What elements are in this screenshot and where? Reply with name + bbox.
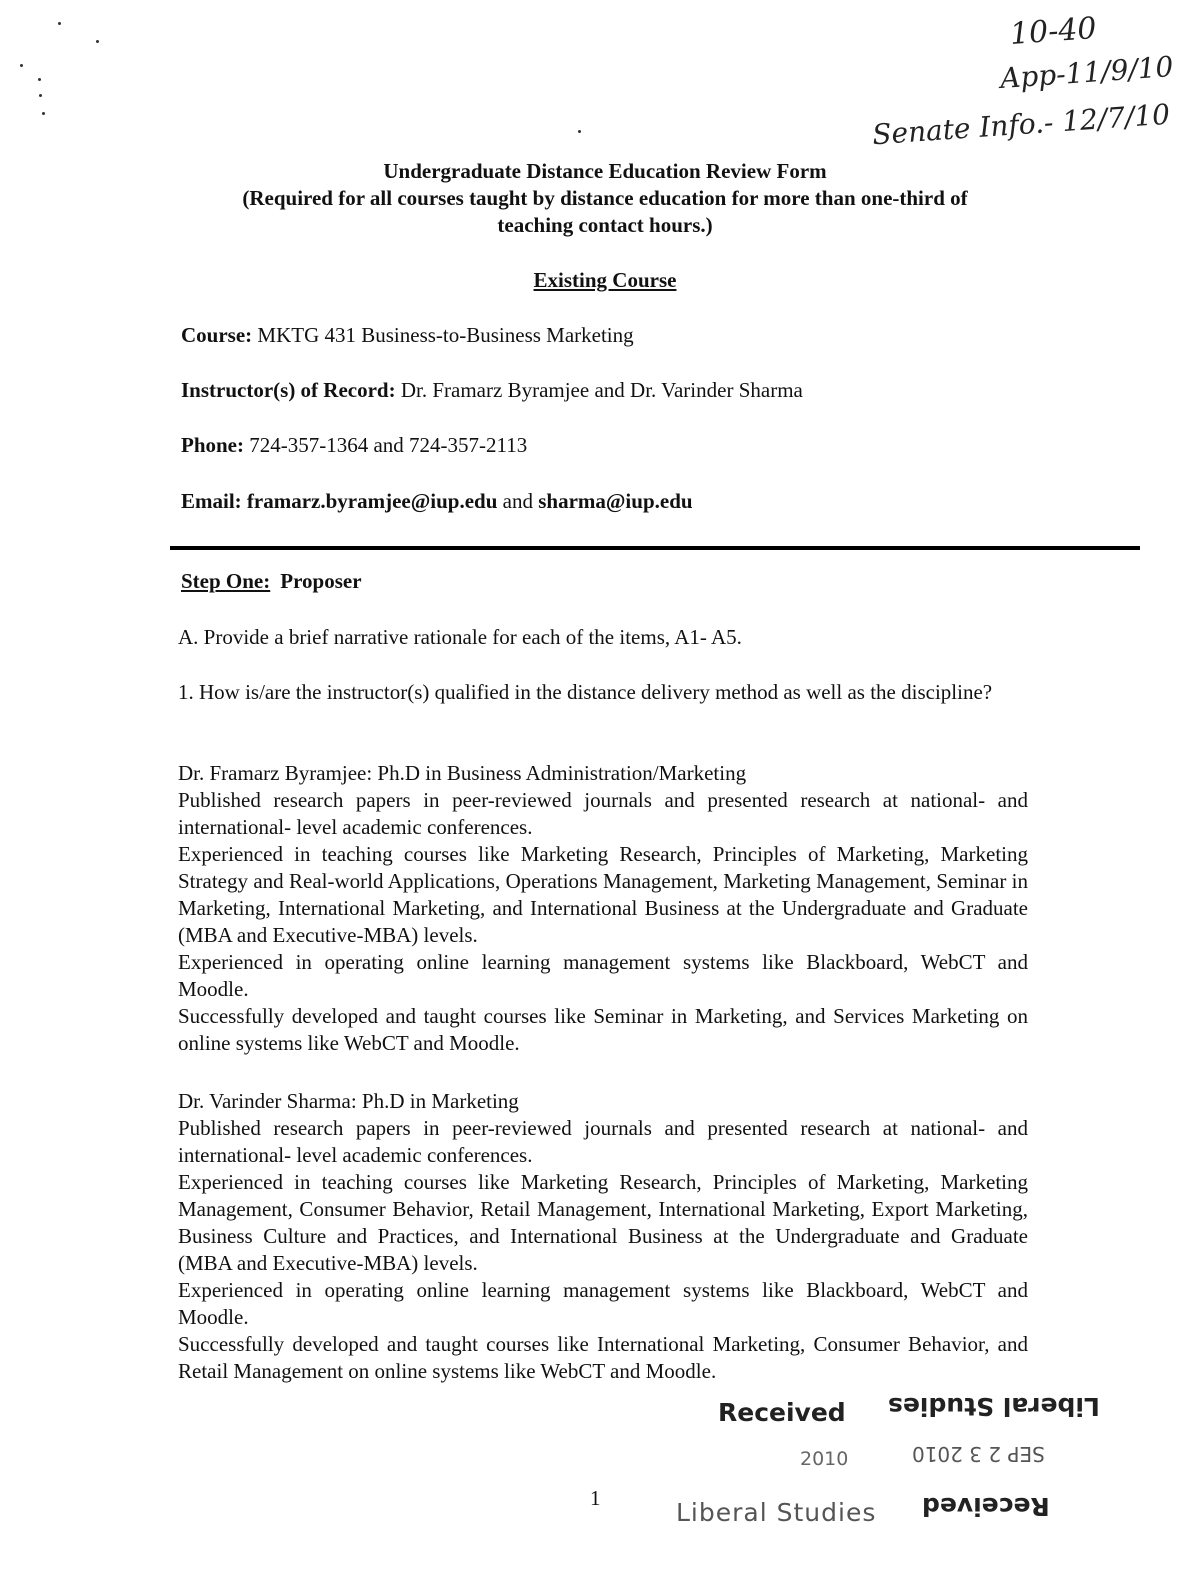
- sharma-research: Published research papers in peer-reviewed journals and presented research at national- and international- level academic conferences.: [178, 1116, 1028, 1167]
- email-byramjee: framarz.byramjee@iup.edu: [246, 489, 498, 513]
- course-label: Course:: [181, 323, 253, 347]
- byramjee-online-courses: Successfully developed and taught courses like Seminar in Marketing, and Services Marketing on online systems like WebCT and Moodle.: [178, 1004, 1028, 1055]
- instructor-label: Instructor(s) of Record:: [181, 378, 396, 402]
- email-field: [181, 489, 693, 514]
- phone-field: [181, 433, 527, 458]
- existing-course-heading: Existing Course: [533, 268, 677, 292]
- received-date-inverted: SEP 2 3 2010: [912, 1442, 1045, 1466]
- horizontal-rule: [170, 546, 1140, 550]
- form-subtitle-line2: teaching contact hours.): [497, 213, 713, 237]
- byramjee-teaching: Experienced in teaching courses like Marketing Research, Principles of Marketing, Marketing Strategy and Real-world Applications, Operations Management, Marketing Management, Seminar in Marketing, International Marketing, and International Business at the Undergraduate and Graduate (MBA and Executive-MBA) levels.: [178, 842, 1028, 947]
- page-number: 1: [590, 1486, 601, 1510]
- sharma-lms: Experienced in operating online learning management systems like Blackboard, WebCT and Moodle.: [178, 1278, 1028, 1329]
- sharma-online-courses: Successfully developed and taught courses like International Marketing, Consumer Behavior, and Retail Management on online systems like WebCT and Moodle.: [178, 1332, 1028, 1383]
- received-date-partial: 2010: [800, 1448, 849, 1470]
- form-title: Undergraduate Distance Education Review Form: [383, 159, 827, 183]
- byramjee-heading: Dr. Framarz Byramjee: Ph.D in Business Administration/Marketing: [178, 761, 747, 785]
- course-value: MKTG 431 Business-to-Business Marketing: [257, 323, 634, 347]
- email-sharma: sharma@iup.edu: [538, 489, 693, 513]
- instructor-value: Dr. Framarz Byramjee and Dr. Varinder Sharma: [400, 378, 803, 402]
- handwritten-approval: App-11/9/10: [999, 49, 1175, 96]
- form-title-block: [150, 158, 1060, 239]
- sharma-teaching: Experienced in teaching courses like Marketing Research, Principles of Marketing, Marketing Management, Consumer Behavior, Retail Management, International Marketing, Export Marketing, Business Culture and Practices, and International Business at the Undergraduate and Graduate (MBA and Executive-MBA) levels.: [178, 1170, 1028, 1275]
- byramjee-research: Published research papers in peer-reviewed journals and presented research at national- and international- level academic conferences.: [178, 788, 1028, 839]
- email-label: Email:: [181, 489, 242, 513]
- received-stamp-inverted: Received: [922, 1492, 1050, 1521]
- step-label: Step One:: [181, 569, 271, 593]
- section-a-text: A. Provide a brief narrative rationale for each of the items, A1- A5.: [178, 625, 742, 649]
- course-field: [181, 323, 634, 348]
- step-title: Proposer: [280, 569, 362, 593]
- byramjee-qualifications: [178, 760, 1028, 1057]
- liberal-studies-stamp-inverted: Liberal Studies: [888, 1392, 1100, 1421]
- email-and: and: [502, 489, 533, 513]
- phone-value: 724-357-1364 and 724-357-2113: [249, 433, 528, 457]
- form-subtitle-line1: (Required for all courses taught by distance education for more than one-third of: [242, 186, 968, 210]
- byramjee-lms: Experienced in operating online learning management systems like Blackboard, WebCT and Moodle.: [178, 950, 1028, 1001]
- handwritten-senate-info: Senate Info.- 12/7/10: [871, 97, 1172, 152]
- received-stamp: Received: [718, 1398, 846, 1427]
- handwritten-number: 10-40: [1008, 11, 1098, 52]
- instructor-field: [181, 378, 803, 403]
- liberal-studies-stamp: Liberal Studies: [676, 1498, 877, 1527]
- sharma-qualifications: [178, 1088, 1028, 1385]
- question-1-text: 1. How is/are the instructor(s) qualified in the distance delivery method as well as the discipline?: [178, 680, 993, 704]
- section-a-instruction: [178, 624, 1028, 651]
- phone-label: Phone:: [181, 433, 244, 457]
- step-one-heading: [181, 569, 362, 594]
- question-1: [178, 679, 1028, 706]
- sharma-heading: Dr. Varinder Sharma: Ph.D in Marketing: [178, 1089, 519, 1113]
